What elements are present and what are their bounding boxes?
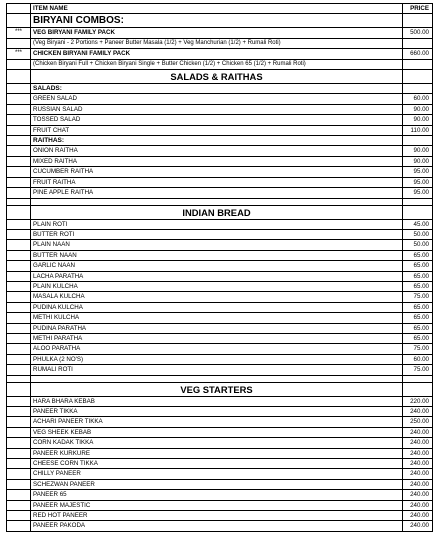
combo-desc-row xyxy=(7,38,433,48)
item-price: 50.00 xyxy=(403,240,433,250)
row-mark xyxy=(7,250,31,260)
menu-item-row xyxy=(7,511,433,521)
row-mark xyxy=(7,94,31,104)
item-name: ACHARI PANEER TIKKA xyxy=(31,417,403,427)
menu-item-row xyxy=(7,427,433,437)
row-mark xyxy=(7,407,31,417)
item-price: 45.00 xyxy=(403,219,433,229)
row-mark xyxy=(7,500,31,510)
item-price: 65.00 xyxy=(403,261,433,271)
header-row xyxy=(7,4,433,14)
row-mark xyxy=(7,240,31,250)
item-name: FRUIT RAITHA xyxy=(31,177,403,187)
item-price: 60.00 xyxy=(403,94,433,104)
menu-item-row xyxy=(7,177,433,187)
menu-item-row xyxy=(7,417,433,427)
item-price: 65.00 xyxy=(403,333,433,343)
item-price: 65.00 xyxy=(403,281,433,291)
spacer-row xyxy=(7,375,433,382)
row-mark xyxy=(7,382,31,396)
item-name: PANEER 65 xyxy=(31,490,403,500)
row-mark xyxy=(7,511,31,521)
section-title: INDIAN BREAD xyxy=(31,205,403,219)
price-blank xyxy=(403,70,433,84)
item-price: 240.00 xyxy=(403,511,433,521)
menu-item-row xyxy=(7,521,433,531)
subsection-row xyxy=(7,84,433,94)
item-name: RED HOT PANEER xyxy=(31,511,403,521)
row-mark xyxy=(7,479,31,489)
item-name: PINE APPLE RAITHA xyxy=(31,188,403,198)
row-mark xyxy=(7,396,31,406)
subsection-row xyxy=(7,136,433,146)
price-blank xyxy=(403,136,433,146)
row-mark xyxy=(7,167,31,177)
row-mark xyxy=(7,521,31,531)
section-header-row xyxy=(7,382,433,396)
item-name: PANEER KURKURE xyxy=(31,448,403,458)
item-price: 240.00 xyxy=(403,469,433,479)
row-mark xyxy=(7,323,31,333)
price-blank xyxy=(403,205,433,219)
item-name: HARA BHARA KEBAB xyxy=(31,396,403,406)
spacer-cell xyxy=(31,375,403,382)
row-mark xyxy=(7,438,31,448)
item-name: RUMALI ROTI xyxy=(31,365,403,375)
combo-price: 660.00 xyxy=(403,49,433,59)
row-mark xyxy=(7,281,31,291)
row-mark xyxy=(7,104,31,114)
item-price: 95.00 xyxy=(403,177,433,187)
row-mark xyxy=(7,38,31,48)
row-mark xyxy=(7,70,31,84)
item-name: TOSSED SALAD xyxy=(31,115,403,125)
combo-description: (Veg Biryani - 2 Portions + Paneer Butter Masala (1/2) + Veg Manchurian (1/2) + Rumali Roti) xyxy=(31,38,403,48)
row-mark xyxy=(7,146,31,156)
row-mark xyxy=(7,125,31,135)
item-name: SCHEZWAN PANEER xyxy=(31,479,403,489)
row-mark xyxy=(7,177,31,187)
item-name: PLAIN KULCHA xyxy=(31,281,403,291)
item-price: 240.00 xyxy=(403,438,433,448)
menu-item-row xyxy=(7,323,433,333)
menu-item-row xyxy=(7,344,433,354)
section-title: VEG STARTERS xyxy=(31,382,403,396)
combo-mark: *** xyxy=(7,28,31,38)
menu-item-row xyxy=(7,156,433,166)
item-price: 75.00 xyxy=(403,365,433,375)
row-mark xyxy=(7,115,31,125)
menu-item-row xyxy=(7,469,433,479)
menu-item-row xyxy=(7,438,433,448)
menu-item-row xyxy=(7,490,433,500)
menu-item-row xyxy=(7,146,433,156)
item-name: VEG SHEEK KEBAB xyxy=(31,427,403,437)
menu-item-row xyxy=(7,188,433,198)
menu-item-row xyxy=(7,365,433,375)
item-name: BUTTER ROTI xyxy=(31,229,403,239)
item-price: 240.00 xyxy=(403,500,433,510)
row-mark xyxy=(7,198,31,205)
row-mark xyxy=(7,375,31,382)
item-price: 75.00 xyxy=(403,344,433,354)
item-name: CHILLY PANEER xyxy=(31,469,403,479)
menu-item-row xyxy=(7,396,433,406)
price-blank xyxy=(403,382,433,396)
item-price: 60.00 xyxy=(403,354,433,364)
row-mark xyxy=(7,59,31,69)
item-price: 110.00 xyxy=(403,125,433,135)
item-name: PANEER TIKKA xyxy=(31,407,403,417)
row-mark xyxy=(7,490,31,500)
combo-row xyxy=(7,49,433,59)
spacer-cell xyxy=(31,198,403,205)
item-price: 90.00 xyxy=(403,156,433,166)
menu-item-row xyxy=(7,229,433,239)
row-mark xyxy=(7,354,31,364)
item-name: CHEESE CORN TIKKA xyxy=(31,459,403,469)
row-mark xyxy=(7,292,31,302)
item-price: 250.00 xyxy=(403,417,433,427)
price-blank xyxy=(403,14,433,28)
menu-item-row xyxy=(7,407,433,417)
combo-desc-row xyxy=(7,59,433,69)
row-mark xyxy=(7,427,31,437)
combo-row xyxy=(7,28,433,38)
combo-name: CHICKEN BIRYANI FAMILY PACK xyxy=(31,49,403,59)
row-mark xyxy=(7,271,31,281)
row-mark xyxy=(7,344,31,354)
menu-item-row xyxy=(7,448,433,458)
item-price: 240.00 xyxy=(403,448,433,458)
menu-item-row xyxy=(7,115,433,125)
item-price: 240.00 xyxy=(403,521,433,531)
item-name: PUDINA KULCHA xyxy=(31,302,403,312)
menu-item-row xyxy=(7,167,433,177)
subsection-label: RAITHAS: xyxy=(31,136,403,146)
combo-mark: *** xyxy=(7,49,31,59)
price-blank xyxy=(403,59,433,69)
item-name: METHI PARATHA xyxy=(31,333,403,343)
item-name: PLAIN ROTI xyxy=(31,219,403,229)
row-mark xyxy=(7,229,31,239)
row-mark xyxy=(7,333,31,343)
item-name: PANEER PAKODA xyxy=(31,521,403,531)
price-blank xyxy=(403,375,433,382)
item-name: CUCUMBER RAITHA xyxy=(31,167,403,177)
menu-item-row xyxy=(7,104,433,114)
menu-item-row xyxy=(7,292,433,302)
item-price: 240.00 xyxy=(403,479,433,489)
row-mark xyxy=(7,459,31,469)
menu-item-row xyxy=(7,240,433,250)
price-blank xyxy=(403,84,433,94)
menu-table xyxy=(6,3,433,532)
item-price: 90.00 xyxy=(403,104,433,114)
item-price: 65.00 xyxy=(403,323,433,333)
header-blank xyxy=(7,4,31,14)
menu-item-row xyxy=(7,271,433,281)
menu-item-row xyxy=(7,125,433,135)
section-header-row xyxy=(7,205,433,219)
item-price: 50.00 xyxy=(403,229,433,239)
row-mark xyxy=(7,84,31,94)
menu-item-row xyxy=(7,281,433,291)
item-name: FRUIT CHAT xyxy=(31,125,403,135)
spacer-row xyxy=(7,198,433,205)
item-name: MIXED RAITHA xyxy=(31,156,403,166)
item-name: RUSSIAN SALAD xyxy=(31,104,403,114)
menu-item-row xyxy=(7,479,433,489)
item-name: PLAIN NAAN xyxy=(31,240,403,250)
combo-price: 500.00 xyxy=(403,28,433,38)
row-mark xyxy=(7,448,31,458)
row-mark xyxy=(7,365,31,375)
row-mark xyxy=(7,302,31,312)
price-blank xyxy=(403,38,433,48)
combo-description: (Chicken Biryani Full + Chicken Biryani Single + Butter Chicken (1/2) + Chicken 65 (1/2) + Rumali Roti) xyxy=(31,59,403,69)
row-mark xyxy=(7,219,31,229)
menu-item-row xyxy=(7,302,433,312)
item-name: GARLIC NAAN xyxy=(31,261,403,271)
header-price: PRICE xyxy=(403,4,433,14)
item-name: BUTTER NAAN xyxy=(31,250,403,260)
item-price: 65.00 xyxy=(403,271,433,281)
menu-item-row xyxy=(7,261,433,271)
item-price: 95.00 xyxy=(403,167,433,177)
item-price: 90.00 xyxy=(403,146,433,156)
item-price: 90.00 xyxy=(403,115,433,125)
menu-item-row xyxy=(7,354,433,364)
biryani-title: BIRYANI COMBOS: xyxy=(31,14,403,28)
row-mark xyxy=(7,205,31,219)
section-header-row xyxy=(7,70,433,84)
item-name: GREEN SALAD xyxy=(31,94,403,104)
item-name: CORN KADAK TIKKA xyxy=(31,438,403,448)
section-title: SALADS & RAITHAS xyxy=(31,70,403,84)
row-mark xyxy=(7,417,31,427)
item-name: ALOO PARATHA xyxy=(31,344,403,354)
menu-item-row xyxy=(7,313,433,323)
item-name: PUDINA PARATHA xyxy=(31,323,403,333)
item-name: ONION RAITHA xyxy=(31,146,403,156)
row-mark xyxy=(7,261,31,271)
item-price: 65.00 xyxy=(403,302,433,312)
row-mark xyxy=(7,14,31,28)
menu-item-row xyxy=(7,219,433,229)
item-price: 220.00 xyxy=(403,396,433,406)
item-price: 240.00 xyxy=(403,490,433,500)
row-mark xyxy=(7,313,31,323)
item-price: 240.00 xyxy=(403,407,433,417)
menu-item-row xyxy=(7,459,433,469)
combo-name: VEG BIRYANI FAMILY PACK xyxy=(31,28,403,38)
item-name: LACHA PARATHA xyxy=(31,271,403,281)
menu-item-row xyxy=(7,94,433,104)
item-price: 65.00 xyxy=(403,250,433,260)
item-name: METHI KULCHA xyxy=(31,313,403,323)
row-mark xyxy=(7,188,31,198)
price-blank xyxy=(403,198,433,205)
item-price: 75.00 xyxy=(403,292,433,302)
item-price: 95.00 xyxy=(403,188,433,198)
menu-item-row xyxy=(7,250,433,260)
item-price: 240.00 xyxy=(403,459,433,469)
item-name: PANEER MAJESTIC xyxy=(31,500,403,510)
row-mark xyxy=(7,469,31,479)
row-mark xyxy=(7,156,31,166)
header-item-name: ITEM NAME xyxy=(31,4,403,14)
subsection-label: SALADS: xyxy=(31,84,403,94)
item-name: MASALA KULCHA xyxy=(31,292,403,302)
item-price: 65.00 xyxy=(403,313,433,323)
menu-item-row xyxy=(7,333,433,343)
biryani-title-row xyxy=(7,14,433,28)
row-mark xyxy=(7,136,31,146)
item-price: 240.00 xyxy=(403,427,433,437)
menu-item-row xyxy=(7,500,433,510)
item-name: PHULKA (2 NO'S) xyxy=(31,354,403,364)
